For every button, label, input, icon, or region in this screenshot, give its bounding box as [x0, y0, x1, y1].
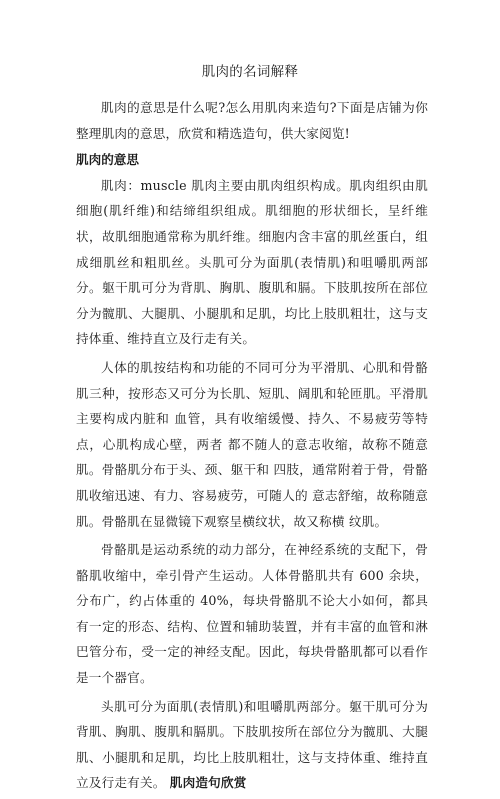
document-title: 肌肉的名词解释	[201, 64, 299, 80]
paragraph-muscle-types: 人体的肌按结构和功能的不同可分为平滑肌、心肌和骨骼肌三种，按形态又可分为长肌、短肌、阔肌和轮匝肌。平滑肌主要构成内脏和 血管，具有收缩缓慢、持久、不易疲劳等特点，心肌构成心壁，两者 都不随人的意志收缩，故称不随意肌。骨骼肌分布于头、颈、躯干和 四肢，通常附着于骨，骨骼肌收缩迅速、有力、容易疲劳，可随人的 意志舒缩，故称随意肌。骨骼肌在显微镜下观察呈横纹状，故又称横 纹肌。	[76, 359, 428, 529]
section-heading-meaning: 肌肉的意思	[76, 152, 139, 168]
document-body	[76, 95, 428, 799]
paragraph-definition: 肌肉：muscle 肌肉主要由肌肉组织构成。肌肉组织由肌细胞(肌纤维)和结缔组织组成。肌细胞的形状细长，呈纤维状，故肌细胞通常称为肌纤维。细胞内含丰富的肌丝蛋白，组成细肌丝和粗肌丝。头肌可分为面肌(表情肌)和咀嚼肌两部分。躯干肌可分为背肌、胸肌、腹肌和膈。下肢肌按所在部位分为髋肌、大腿肌、小腿肌和足肌，均比上肢肌粗壮，这与支持体重、维持直立及行走有关。	[76, 177, 428, 347]
section-heading-sentences: 肌肉造句欣赏	[169, 775, 247, 791]
paragraph-head-trunk-text: 头肌可分为面肌(表情肌)和咀嚼肌两部分。躯干肌可分为背肌、胸肌、腹肌和膈肌。下肢肌按所在部位分为髋肌、大腿肌、小腿肌和足肌，均比上肢肌粗壮，这与支持体重、维持直立及行走有关。	[76, 698, 428, 791]
paragraph-skeletal-muscle: 骨骼肌是运动系统的动力部分，在神经系统的支配下，骨骼肌收缩中，牵引骨产生运动。人体骨骼肌共有 600 余块，分布广，约占体重的 40%，每块骨骼肌不论大小如何，都具有一定的形态、结构、位置和辅助装置，并有丰富的血管和淋巴管分布，受一定的神经支配。因此，每块骨骼肌都可以看作是一个器官。	[76, 542, 428, 686]
intro-paragraph: 肌肉的意思是什么呢?怎么用肌肉来造句?下面是店铺为你整理肌肉的意思，欣赏和精选造句，供大家阅览!	[76, 100, 428, 141]
paragraph-head-trunk-muscles	[76, 694, 428, 796]
